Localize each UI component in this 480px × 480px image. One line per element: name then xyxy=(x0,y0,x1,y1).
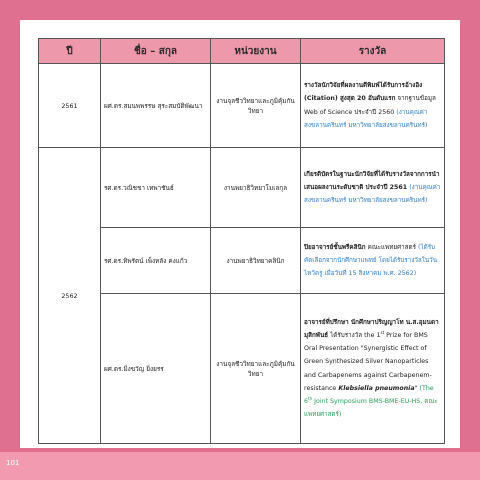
header-award: รางวัล xyxy=(301,39,445,64)
award-org: (งานคุณค่าสงขลานครินทร์ มหาวิทยาลัยสงขลานครินทร์) xyxy=(304,108,428,129)
name-cell: ผศ.ดร.มิ่งขวัญ ยิ่งยรร xyxy=(101,294,211,444)
page-footer xyxy=(0,452,480,480)
unit-cell: งานจุลชีววิทยาและภูมิคุ้มกันวิทยา xyxy=(211,64,301,148)
name-cell: รศ.ดร.ทิพรัตน์ เพ็งหลัง คงแก้ว xyxy=(101,228,211,294)
unit-cell: งานจุลชีววิทยาและภูมิคุ้มกันวิทยา xyxy=(211,294,301,444)
award-detail: จากฐานข้อมูล Web of Science ประจำปี 2560 xyxy=(304,95,436,116)
award-cell xyxy=(301,294,445,444)
award-title: อาจารย์ที่ปรึกษา นักศึกษาปริญญาโท น.ส.อุมนดา มุสิกพันธ์ xyxy=(304,318,439,339)
table-row xyxy=(39,148,445,228)
award-title: เกียรติบัตรในฐานะนักวิจัยที่ได้รับรางวัลจากการนำเสนอผลงานระดับชาติ ประจำปี 2561 xyxy=(304,170,440,191)
header-unit: หน่วยงาน xyxy=(211,39,301,64)
name-cell: ผศ.ดร.สมนพพรรษ สุระสมบัติพัฒนา xyxy=(101,64,211,148)
award-cell xyxy=(301,64,445,148)
name-cell: รศ.ดร.วณิชชา เทพาชันธ์ xyxy=(101,148,211,228)
page-number: 101 xyxy=(6,459,20,467)
document-page xyxy=(20,20,460,448)
award-paper: "Synergistic Effect of Green Synthesized Silver Nanoparticles and Carbapenems against Carbapenem-resistance Klebsiella pneumonia" xyxy=(304,345,432,392)
award-title: ปิยอาจารย์ชั้นพรีคลินิก xyxy=(304,243,366,251)
unit-cell: งานพยาธิวิทยาโมเลกุล xyxy=(211,148,301,228)
award-detail: ได้รับรางวัล the 1st Prize for BMS Oral Presentation xyxy=(304,329,428,353)
header-year: ปี xyxy=(39,39,101,64)
award-cell xyxy=(301,228,445,294)
award-conference: (The 6th Joint Symposium BMS-BME-EU-HS, คณะแพทยศาสตร์) xyxy=(304,384,438,419)
header-name: ชื่อ – สกุล xyxy=(101,39,211,64)
unit-cell: งานพยาธิวิทยาคลินิก xyxy=(211,228,301,294)
award-title: รางวัลนักวิจัยที่ผลงานตีพิมพ์ได้รับการอ้างอิง (Citation) สูงสุด 20 อันดับแรก xyxy=(304,82,423,103)
year-cell: 2562 xyxy=(39,148,101,444)
year-cell: 2561 xyxy=(39,64,101,148)
awards-table xyxy=(38,38,445,444)
award-detail: คณะแพทยศาสตร์ xyxy=(367,243,416,251)
award-org: (งานคุณค่าสงขลานครินทร์ มหาวิทยาลัยสงขลานครินทร์) xyxy=(304,183,441,205)
table-header-row xyxy=(39,39,445,64)
table-row xyxy=(39,64,445,148)
award-cell xyxy=(301,148,445,228)
award-org: (ได้รับคัดเลือกจากนักศึกษาแพทย์ โดยได้รับรางวัลในวันไหว้ครู เมื่อวันที่ 15 สิงหาคม พ.ศ. 2562) xyxy=(304,243,438,278)
